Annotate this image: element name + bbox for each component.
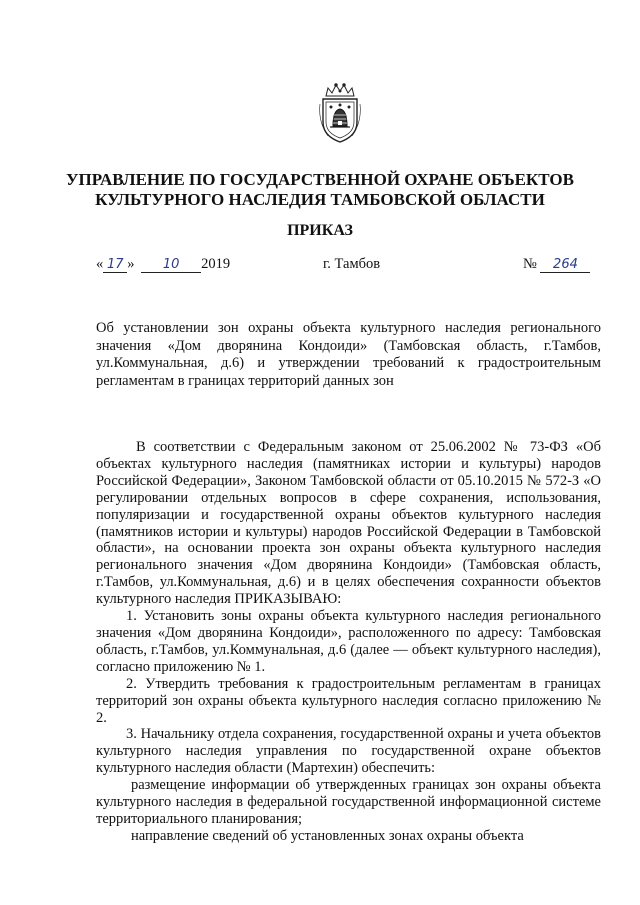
organization-name-line-1: УПРАВЛЕНИЕ ПО ГОСУДАРСТВЕННОЙ ОХРАНЕ ОБЪЕКТОВ bbox=[66, 170, 574, 189]
document-type-title: ПРИКАЗ bbox=[287, 222, 353, 239]
date-month-handwritten: 10 bbox=[162, 257, 180, 272]
item-1-paragraph: 1. Установить зоны охраны объекта культурного наследия регионального значения «Дом дворянина Кондоиди», расположенного по адресу: Тамбовская область, г.Тамбов, ул.Коммунальная, д.6 (далее — объект культурного наследия), согласно приложению № 1. bbox=[96, 608, 601, 675]
item-3-paragraph: 3. Начальнику отдела сохранения, государственной охраны и учета объектов культурного наследия управления по государственной охране объектов культурного наследия области (Мартехин) обеспечить: bbox=[96, 726, 601, 777]
date-year: 2019 bbox=[201, 256, 231, 272]
order-date bbox=[96, 256, 230, 273]
organization-name-line-2: КУЛЬТУРНОГО НАСЛЕДИЯ ТАМБОВСКОЙ ОБЛАСТИ bbox=[95, 190, 545, 209]
date-open-quote: « bbox=[96, 256, 104, 272]
order-city: г. Тамбов bbox=[323, 256, 381, 272]
number-handwritten: 264 bbox=[553, 257, 578, 272]
date-day-field bbox=[103, 257, 127, 273]
number-field bbox=[540, 257, 590, 273]
order-body bbox=[96, 439, 601, 845]
order-number bbox=[523, 256, 590, 273]
preamble-paragraph: В соответствии с Федеральным законом от 25.06.2002 № 73-ФЗ «Об объектах культурного наследия (памятниках истории и культуры) народов Российской Федерации», Законом Тамбовской области от 05.10.2015 № 572-З «О регулировании отдельных вопросов в сфере сохранения, использования, популяризации и государственной охраны объектов культурного наследия (памятников истории и культуры) народов Российской Федерации в Тамбовской области», на основании проекта зон охраны объекта культурного наследия регионального значения «Дом дворянина Кондоиди» (Тамбовская область, г.Тамбов, ул.Коммунальная, д.6) и в целях обеспечения сохранности объектов культурного наследия ПРИКАЗЫВАЮ: bbox=[96, 439, 601, 608]
tambov-coat-of-arms-icon bbox=[318, 82, 362, 144]
date-day-handwritten: 17 bbox=[106, 257, 124, 272]
item-3a-paragraph: размещение информации об утвержденных границах зон охраны объекта культурного наследия в федеральной государственной информационной системе территориального планирования; bbox=[96, 777, 601, 827]
date-month-field bbox=[141, 257, 201, 273]
order-subject: Об установлении зон охраны объекта культурного наследия регионального значения «Дом дворянина Кондоиди» (Тамбовская область, г.Тамбов, ул.Коммунальная, д.6) и утверждении требований к градостроительным регламентам в границах территорий данных зон bbox=[96, 320, 601, 389]
number-prefix: № bbox=[523, 256, 537, 272]
item-3b-paragraph: направление сведений об установленных зонах охраны объекта bbox=[131, 827, 524, 844]
item-2-paragraph: 2. Утвердить требования к градостроительным регламентам в границах территорий зон охраны объекта культурного наследия согласно приложению № 2. bbox=[96, 675, 601, 726]
date-close-quote: » bbox=[127, 256, 135, 272]
